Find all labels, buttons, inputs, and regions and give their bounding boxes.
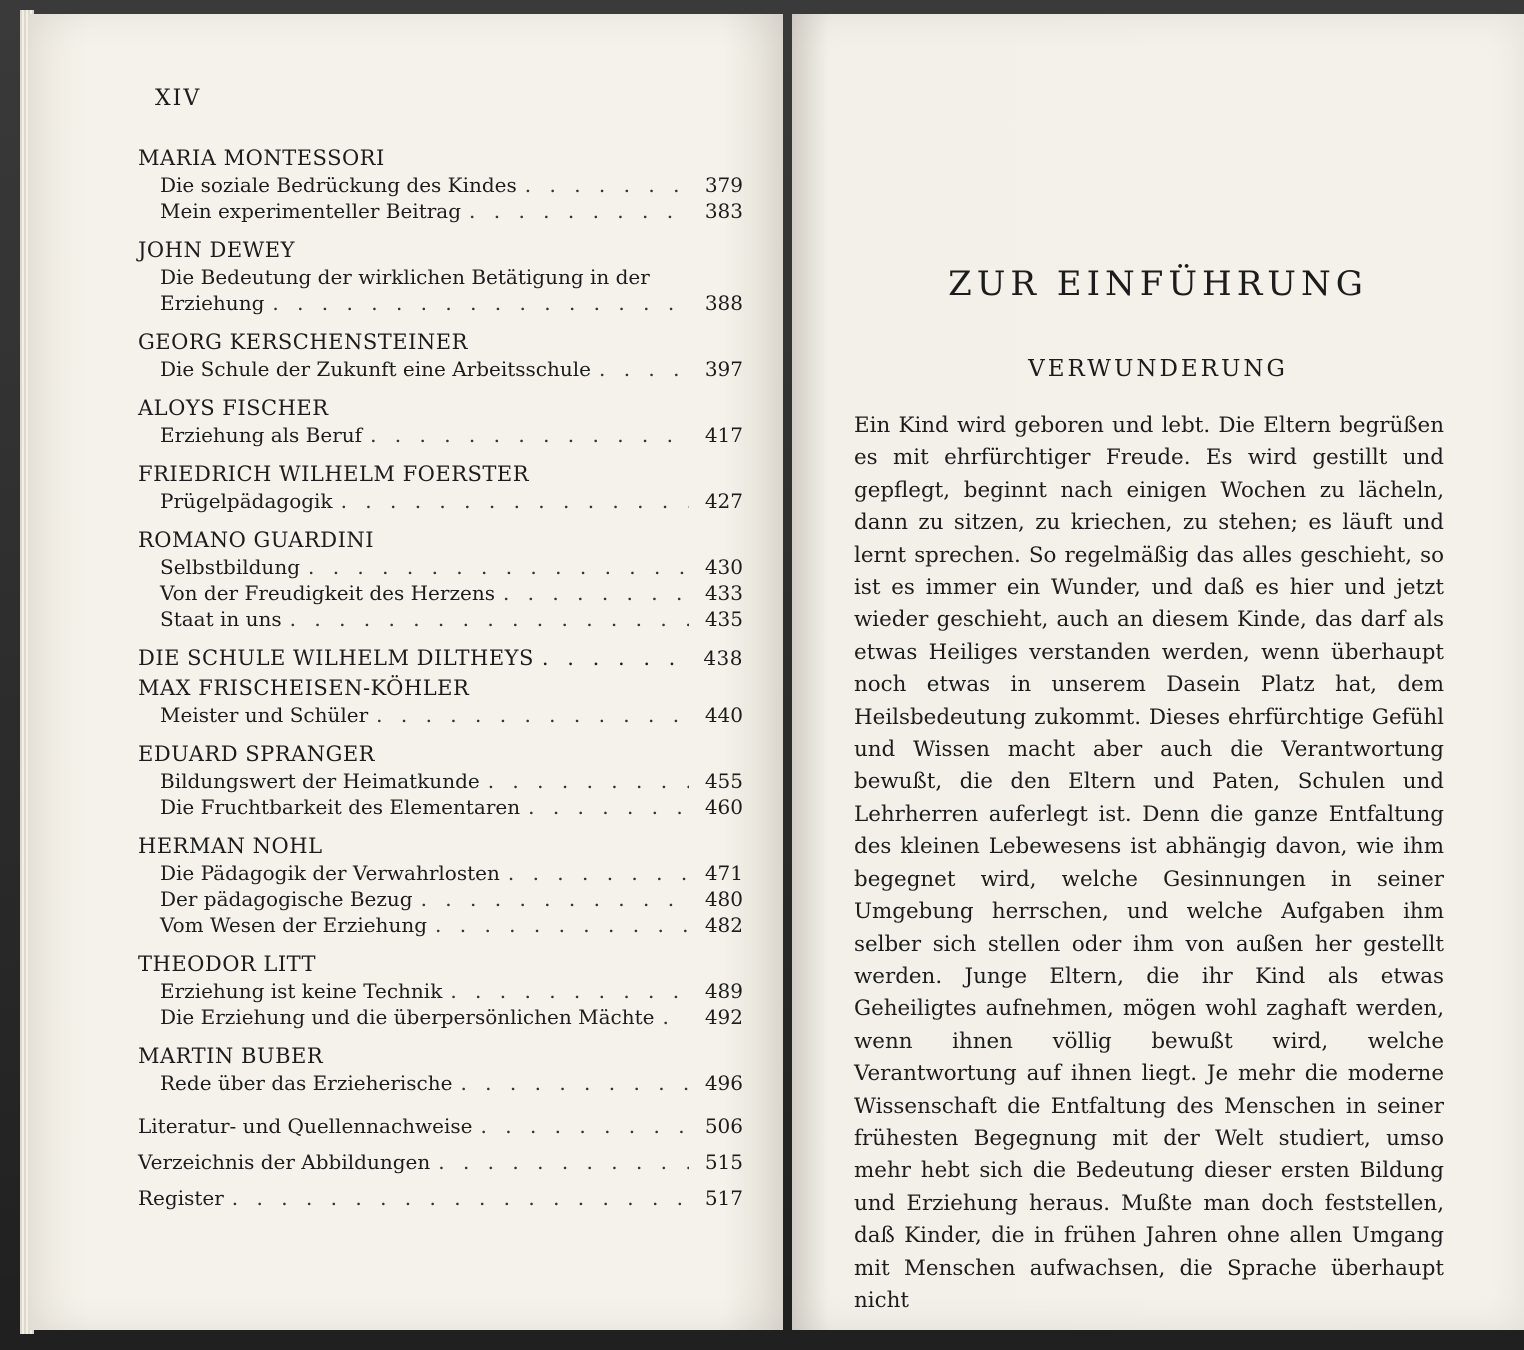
toc-entry: [138, 768, 743, 794]
leader-dots: [272, 290, 689, 316]
toc-section: [138, 674, 743, 728]
toc-author: FRIEDRICH WILHELM FOERSTER: [138, 462, 530, 486]
leader-dots: [290, 606, 689, 632]
toc-section: [138, 460, 743, 514]
toc-entry-page: 496: [704, 1071, 743, 1095]
toc-author: JOHN DEWEY: [138, 238, 295, 262]
toc-section: [138, 144, 743, 224]
toc-entry-page: 397: [704, 357, 743, 381]
toc-entry-title: Die Schule der Zukunft eine Arbeitsschule: [160, 357, 591, 381]
toc-entry-title: Erziehung als Beruf: [160, 423, 363, 447]
leader-dots: [488, 768, 689, 794]
toc-entry-page: 388: [704, 291, 743, 315]
leader-dots: [525, 172, 689, 198]
leader-dots: [232, 1180, 689, 1216]
toc-entry: [138, 264, 743, 316]
toc-entry-title: Erziehung ist keine Technik: [160, 979, 443, 1003]
leader-dots: [481, 1108, 689, 1144]
toc-entry-title: Vom Wesen der Erziehung: [160, 913, 428, 937]
toc-entry-title: Meister und Schüler: [160, 703, 369, 727]
back-matter: [138, 1108, 743, 1216]
toc-author: ROMANO GUARDINI: [138, 528, 375, 552]
toc-author: MARIA MONTESSORI: [138, 146, 385, 170]
toc-entry: [138, 554, 743, 580]
toc-entry-page: 417: [704, 423, 743, 447]
toc-entry-title: Prügelpädagogik: [160, 489, 333, 513]
toc-entry-title: Der pädagogische Bezug: [160, 887, 413, 911]
toc-section: [138, 832, 743, 938]
chapter-title: ZUR EINFÜHRUNG: [948, 264, 1368, 304]
toc-entry: [138, 1070, 743, 1096]
toc-entry-title-line1: Die Bedeutung der wirklichen Betätigung in der: [160, 265, 650, 289]
section-title: VERWUNDERUNG: [1028, 356, 1288, 382]
toc-entry-page: 480: [704, 887, 743, 911]
page-number: XIV: [155, 86, 202, 111]
leader-dots: [308, 554, 689, 580]
toc-entry: [138, 198, 743, 224]
leader-dots: [460, 1070, 689, 1096]
toc-entry-page: 515: [704, 1150, 743, 1174]
toc-author: ALOYS FISCHER: [138, 396, 329, 420]
toc-entry-page: 460: [704, 795, 743, 819]
toc-section: [138, 1042, 743, 1096]
toc-entry-page: 435: [704, 607, 743, 631]
toc-entry-page: 482: [704, 913, 743, 937]
toc-author: DIE SCHULE WILHELM DILTHEYS: [138, 646, 534, 670]
leader-dots: [528, 794, 689, 820]
toc-author: THEODOR LITT: [138, 952, 317, 976]
leader-dots: [376, 702, 689, 728]
toc-entry-page: 489: [704, 979, 743, 1003]
toc-entry: [138, 702, 743, 728]
leader-dots: [421, 886, 689, 912]
leader-dots: [542, 644, 689, 672]
leader-dots: [438, 1144, 689, 1180]
toc-entry-title: Verzeichnis der Abbildungen: [138, 1150, 431, 1174]
toc-entry-title: Die Pädagogik der Verwahrlosten: [160, 861, 500, 885]
toc-entry-title: Von der Freudigkeit des Herzens: [160, 581, 495, 605]
toc-author: EDUARD SPRANGER: [138, 742, 375, 766]
toc-section: [138, 644, 743, 672]
leader-dots: [435, 912, 689, 938]
toc-entry: [138, 912, 743, 938]
toc-entry-page: 427: [704, 489, 743, 513]
toc-entry: [138, 978, 743, 1004]
toc-entry: [138, 356, 743, 382]
leader-dots: [469, 198, 689, 224]
toc-author: GEORG KERSCHENSTEINER: [138, 330, 468, 354]
toc-entry-page: 517: [704, 1186, 743, 1210]
toc-entry: [138, 580, 743, 606]
toc-section: [138, 328, 743, 382]
right-page: [792, 14, 1524, 1330]
toc-author-with-page: [138, 644, 743, 672]
toc-entry-page: 433: [704, 581, 743, 605]
toc-entry-title: Die soziale Bedrückung des Kindes: [160, 173, 517, 197]
toc-entry-title: Erziehung: [160, 291, 265, 315]
toc-entry: [138, 488, 743, 514]
toc-entry: [138, 422, 743, 448]
toc-entry-title: Selbstbildung: [160, 555, 300, 579]
toc-entry: [138, 1144, 743, 1180]
toc-entry-page: 379: [704, 173, 743, 197]
toc-entry: [138, 1180, 743, 1216]
toc-section: [138, 236, 743, 316]
toc-entry-page: 438: [703, 646, 743, 670]
toc-section: [138, 526, 743, 632]
toc-entry-page: 440: [704, 703, 743, 727]
leader-dots: [503, 580, 689, 606]
toc-entry-page: 506: [704, 1114, 743, 1138]
leader-dots: [341, 488, 689, 514]
leader-dots: [662, 1004, 689, 1030]
leader-dots: [508, 860, 689, 886]
toc-entry: [138, 794, 743, 820]
toc-entry-title: Die Erziehung und die überpersönlichen Mächte: [160, 1005, 655, 1029]
toc-entry-title: Rede über das Erzieherische: [160, 1071, 453, 1095]
table-of-contents: [138, 144, 743, 1216]
toc-entry-page: 430: [704, 555, 743, 579]
leader-dots: [450, 978, 689, 1004]
toc-entry-page: 455: [704, 769, 743, 793]
toc-section: [138, 950, 743, 1030]
toc-entry-title: Bildungswert der Heimatkunde: [160, 769, 480, 793]
toc-entry: [138, 886, 743, 912]
toc-entry-title: Register: [138, 1186, 224, 1210]
toc-author: MAX FRISCHEISEN-KÖHLER: [138, 676, 470, 700]
toc-entry-title: Staat in uns: [160, 607, 282, 631]
toc-entry-title: Literatur- und Quellennachweise: [138, 1114, 473, 1138]
toc-entry-page: 471: [704, 861, 743, 885]
toc-entry: [138, 606, 743, 632]
toc-section: [138, 394, 743, 448]
toc-section: [138, 740, 743, 820]
leader-dots: [370, 422, 689, 448]
toc-entry: [138, 860, 743, 886]
toc-entry: [138, 1004, 743, 1030]
left-page: [28, 14, 783, 1330]
toc-entry: [138, 1108, 743, 1144]
toc-entry-page: 492: [704, 1005, 743, 1029]
toc-entry: [138, 172, 743, 198]
toc-entry-page: 383: [704, 199, 743, 223]
toc-author: HERMAN NOHL: [138, 834, 323, 858]
toc-entry-title: Die Fruchtbarkeit des Elementaren: [160, 795, 521, 819]
toc-author: MARTIN BUBER: [138, 1044, 324, 1068]
toc-entry-title: Mein experimenteller Beitrag: [160, 199, 462, 223]
body-paragraph: Ein Kind wird geboren und lebt. Die Eltern begrüßen es mit ehrfürchtiger Freude. Es wird gestillt und gepflegt, beginnt nach einigen Wochen zu lächeln, dann zu sitzen, zu kriechen, zu stehen; es läuft und lernt sprechen. So regelmäßig das alles geschieht, so ist es immer ein Wunder, und daß es hier und jetzt wieder geschieht, auch an diesem Kinde, das darf als etwas Heiliges verstanden werden, wenn überhaupt noch etwas in unserem Dasein Platz hat, dem Heilsbedeutung zukommt. Dieses ehrfürchtige Gefühl und Wissen macht aber auch die Verantwortung bewußt, die den Eltern und Paten, Schulen und Lehrherren auferlegt ist. Denn die ganze Entfaltung des kleinen Lebewesens ist abhängig davon, wie ihm begegnet wird, welche Gesinnungen in seiner Umgebung herrschen, und welche Aufgaben ihm selber sich stellen oder ihm von außen her gestellt werden. Junge Eltern, die ihr Kind als etwas Geheiligtes aufnehmen, mögen wohl zaghaft werden, wenn ihnen völlig bewußt wird, welche Verantwortung auf ihnen liegt. Je mehr die moderne Wissenschaft die Entfaltung des Menschen in seiner frühesten Begegnung mit der Welt studiert, umso mehr hebt sich die Bedeutung dieser ersten Bildung und Erziehung heraus. Mußte man doch feststellen, daß Kinder, die in frühen Jahren ohne allen Umgang mit Menschen aufwachsen, die Sprache überhaupt nicht: [854, 413, 1444, 1313]
leader-dots: [599, 356, 689, 382]
